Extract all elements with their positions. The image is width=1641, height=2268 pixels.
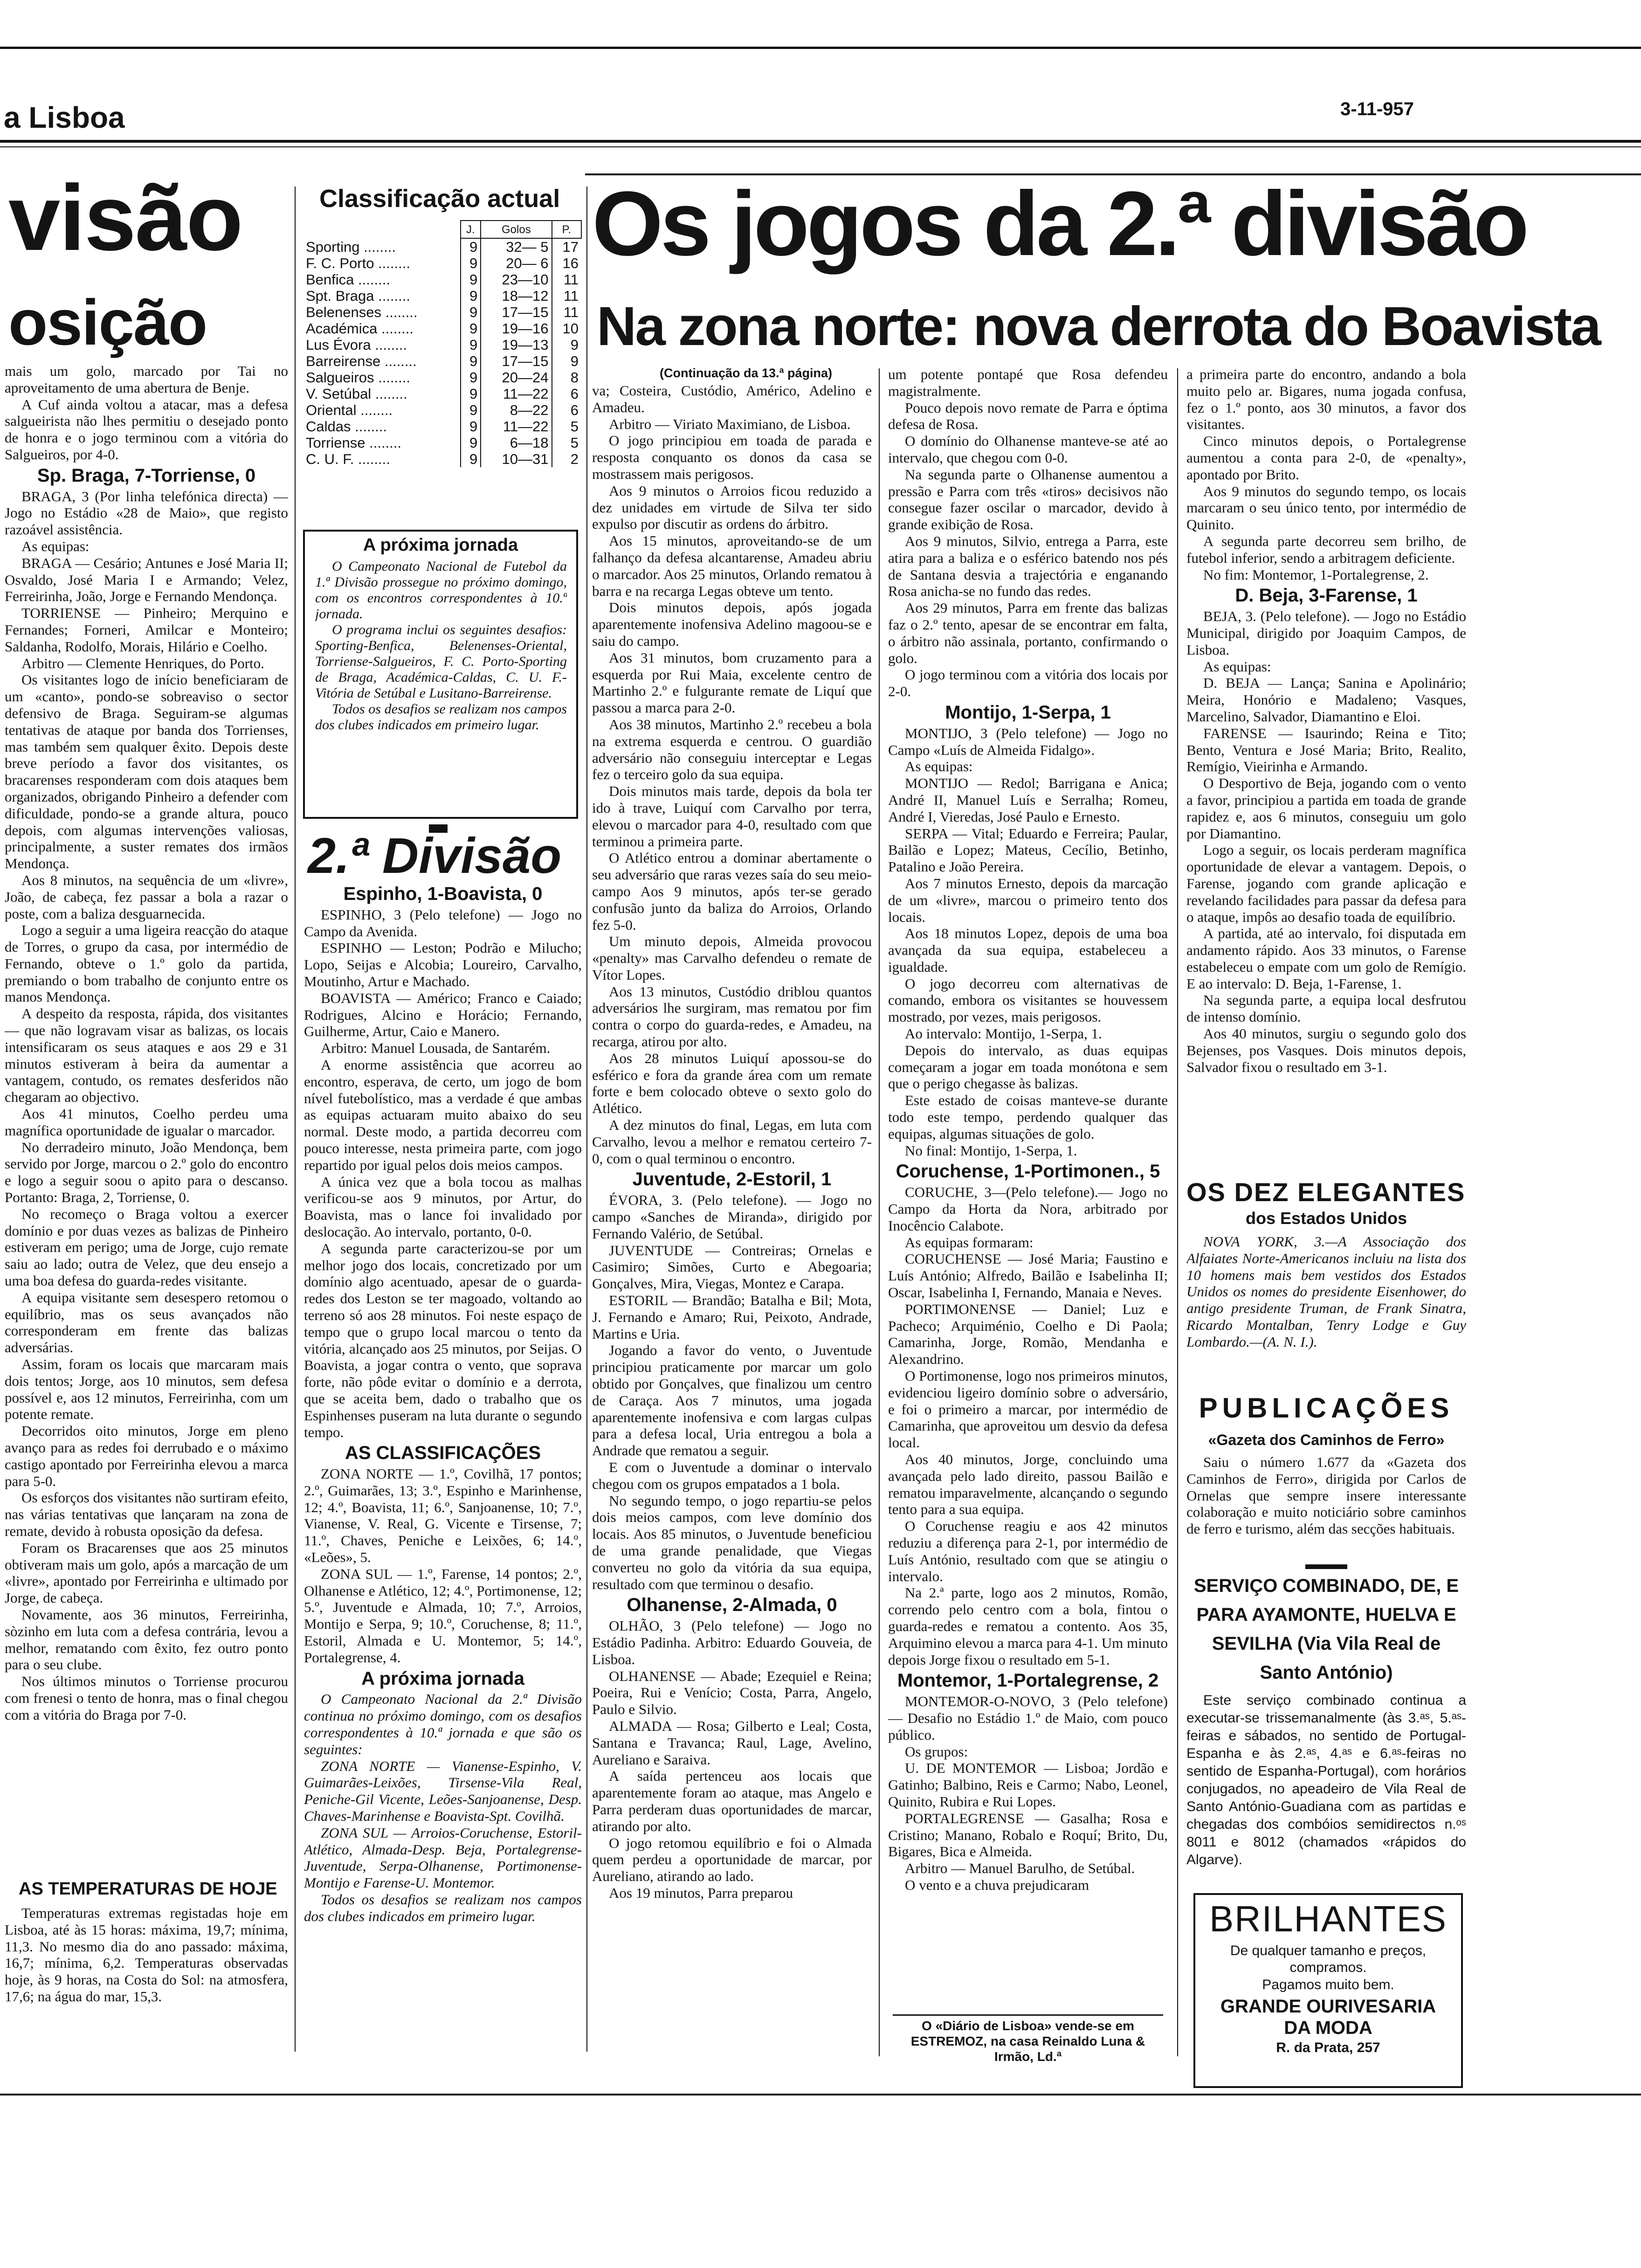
col-header-golos: Golos (481, 221, 552, 238)
match-montijo-para: Depois do intervalo, as duas equipas começaram a jogar em toada monótona e sem que o perigo chegasse às balizas. (888, 1042, 1168, 1092)
match-olhanense-para: ALMADA — Rosa; Gilberto e Leal; Costa, Santana e Travanca; Raul, Lage, Avelino, Aureliano e Saraiva. (592, 1717, 872, 1768)
cell-team: Salgueiros ........ (306, 369, 410, 386)
proxima-para: Todos os desafios se realizam nos campos dos clubes indicados em primeiro lugar. (315, 701, 567, 733)
match-braga-para: Arbitro — Clemente Henriques, do Porto. (21, 655, 264, 671)
match-coruchense-para: Na 2.ª parte, logo aos 2 minutos, Romão, correndo pelo centro com a bola, fintou o guarda-redes e rematou a contento. Aos 35, Arquimino elevou a marca para 4-1. Um minuto depois Jorge fixou o resultado em 5-1. (888, 1584, 1168, 1668)
cell-p: 6 (552, 402, 581, 418)
match-braga-para: Novamente, aos 36 minutos, Ferreirinha, sòzinho em luta com a defesa contrária, levou a melhor, rematando com êxito, fez outro ponto para o seu clube. (5, 1606, 288, 1673)
match-beja-para: D. BEJA — Lança; Sanina e Apolinário; Meira, Honório e Madaleno; Vasques, Marcelino, Salvador, Diamantino e Eloi. (1186, 675, 1466, 725)
cell-p: 6 (552, 386, 581, 402)
cell-j: 9 (461, 435, 481, 451)
main-col1-para: Arbitro — Viriato Maximiano, de Lisboa. (609, 415, 851, 432)
column-rule (295, 187, 296, 2052)
gazeta-title: «Gazeta dos Caminhos de Ferro» (1208, 1431, 1445, 1448)
match-braga-para: Os esforços dos visitantes não surtiram efeito, nas várias tentativas que lançaram na zona de remate, devido à robusta oposição da defesa. (5, 1489, 288, 1539)
column-rule (586, 187, 587, 2052)
servico-title: SERVIÇO COMBINADO, DE, E PARA AYAMONTE, HUELVA E SEVILHA (Via Vila Real de Santo António) (1193, 1576, 1459, 1683)
match-espinho-title: Espinho, 1-Boavista, 0 (343, 886, 543, 904)
proxima-2-para: ZONA SUL — Arroios-Coruchense, Estoril-Atlético, Almada-Desp. Beja, Portalegrense-Juventude, Serpa-Olhanense, Portimonense-Montijo e Farense-U. Montemor. (304, 1824, 582, 1891)
match-braga-para: Aos 41 minutos, Coelho perdeu uma magnífica oportunidade de igualar o marcador. (5, 1106, 288, 1139)
page-date: 3-11-957 (1340, 99, 1414, 119)
right-intro-para: Aos 9 minutos do segundo tempo, os locais marcaram o seu único tento, por intermédio de Quinito. (1186, 483, 1466, 533)
proxima-para: O programa inclui os seguintes desafios: Sporting-Benfica, Belenenses-Oriental, Torriense-Salgueiros, F. C. Porto-Sporting de Braga, Académica-Caldas, C. U. F.-Vitória de Setúbal e Lusitano-Barreirense. (315, 622, 567, 701)
cell-p: 2 (552, 451, 581, 467)
servico-block (1186, 1692, 1466, 1888)
right-column (1186, 366, 1466, 1173)
bottom-rule (0, 2094, 1641, 2095)
match-espinho-para: ESPINHO, 3 (Pelo telefone) — Jogo no Campo da Avenida. (304, 906, 582, 940)
match-braga-para: Logo a seguir a uma ligeira reacção do ataque de Torres, o grupo da casa, por intermédio de Fernando, obteve o 1.º golo da partida, premiando o bom trabalho de conjunto entre os manos Mendonça. (5, 922, 288, 1005)
main-subheadline: Na zona norte: nova derrota do Boavista (597, 296, 1600, 357)
main-col2-para: Aos 29 minutos, Parra em frente das balizas faz o 2.º tento, apesar de se encontrar em falta, o árbitro não assinala, portanto, confirmando o golo. (888, 600, 1168, 666)
cell-team: F. C. Porto ........ (306, 255, 410, 271)
main-col1-para: Aos 9 minutos o Arroios ficou reduzido a dez unidades em virtude de Silva ter sido expulso por discutir as ordens do árbitro. (592, 482, 872, 532)
brilhantes-line2: Pagamos muito bem. (1262, 1977, 1394, 1992)
right-intro-para: No fim: Montemor, 1-Portalegrense, 2. (1203, 566, 1429, 583)
table-row (303, 255, 581, 271)
match-braga-para: BRAGA — Cesário; Antunes e José Maria II; Osvaldo, José Maria I e Armando; Velez, Ferreirinha, João, Jorge e Fernando Mendonça. (5, 554, 288, 605)
cell-team: Barreirense ........ (306, 353, 417, 369)
match-braga-para: Foram os Bracarenses que aos 25 minutos obtiveram mais um golo, após a marcação de um «livre», apontado por Ferreirinha e ultimado por Jorge, de cabeça. (5, 1539, 288, 1606)
top-rule (0, 47, 1641, 49)
col-header-p: P. (552, 221, 581, 238)
cell-team: V. Setúbal ........ (306, 386, 407, 402)
left-intro-2: A Cuf ainda voltou a atacar, mas a defesa salgueirista não lhes permitiu o desejado ponto de honra e o jogo terminou com a vitória do Salgueiros, por 4-0. (5, 396, 288, 463)
masthead: a Lisboa (4, 101, 125, 134)
match-montijo-para: No final: Montijo, 1-Serpa, 1. (905, 1142, 1077, 1159)
header-rule-thin (0, 146, 1641, 147)
match-montijo-para: O jogo decorreu com alternativas de comando, embora os visitantes se houvessem mostrado, por vezes, mais perigosos. (888, 975, 1168, 1025)
match-montijo-para: Ao intervalo: Montijo, 1-Serpa, 1. (905, 1025, 1102, 1042)
cell-p: 11 (552, 288, 581, 304)
main-col2-para: O domínio do Olhanense manteve-se até ao intervalo, que chegou com 0-0. (888, 433, 1168, 466)
match-montijo-para: Aos 18 minutos Lopez, depois de uma boa avançada da sua equipa, estabeleceu a igualdade. (888, 925, 1168, 975)
match-coruchense-para: PORTIMONENSE — Daniel; Luz e Pacheco; Arquiménio, Coelho e Di Paola; Camarinha, Jorge, Romão, Mendanha e Alexandrino. (888, 1300, 1168, 1368)
match-espinho-para: A única vez que a bola tocou as malhas verificou-se aos 9 minutos, por Artur, do Boavista, mas o lance foi invalidado por deslocação. Ao intervalo, portanto, 0-0. (304, 1173, 582, 1240)
main-col1-para: Aos 28 minutos Luiquí apossou-se do esférico e fora da grande área com um remate forte e bem colocado obteve o sexto golo do Atlético. (592, 1050, 872, 1117)
main-col2-para: Na segunda parte o Olhanense aumentou a pressão e Parra com três «tiros» decisivos não consegue fazer oscilar o marcador, devido à grande exibição de Rosa. (888, 466, 1168, 533)
main-col2-para: O jogo terminou com a vitória dos locais por 2-0. (888, 666, 1168, 700)
match-espinho-para: Arbitro: Manuel Lousada, de Santarém. (321, 1040, 551, 1057)
cell-p: 5 (552, 418, 581, 435)
left-title-2: osição (8, 287, 207, 359)
table-row (303, 435, 581, 451)
match-montemor-para: Os grupos: (905, 1743, 968, 1760)
match-montijo-para: MONTIJO, 3 (Pelo telefone) — Jogo no Campo «Luís de Almeida Fidalgo». (888, 725, 1168, 758)
cell-j: 9 (461, 369, 481, 386)
cell-golos: 20—24 (481, 369, 552, 386)
brilhantes-line4: R. da Prata, 257 (1276, 2040, 1380, 2055)
left-title-1: visão (8, 166, 242, 270)
table-row (303, 337, 581, 353)
cell-golos: 32— 5 (481, 238, 552, 255)
match-braga-para: No derradeiro minuto, João Mendonça, bem servido por Jorge, marcou o 2.º golo do encontro e logo a seguir soou o apito para o descanso. Portanto: Braga, 2, Torriense, 0. (5, 1139, 288, 1206)
match-montemor-para: PORTALEGRENSE — Gasalha; Rosa e Cristino; Manano, Robalo e Roquí; Brito, Du, Bigares, Bica e Almeida. (888, 1810, 1168, 1860)
cell-golos: 18—12 (481, 288, 552, 304)
match-espinho-para: BOAVISTA — Américo; Franco e Caiado; Rodrigues, Alcino e Horácio; Fernando, Guilherme, Artur, Caio e Manero. (304, 989, 582, 1040)
match-coruchense-title: Coruchense, 1-Portimonen., 5 (896, 1161, 1160, 1182)
match-juventude-para: Jogando a favor do vento, o Juventude principiou praticamente por marcar um golo obtido por Gonçalves, que finalizou um centro de Caraça. Aos 7 minutos, uma jogada aparentemente inofensiva e com largas culpas para a defesa local, Uria entregou a bola a Andrade que rematou a seguir. (592, 1342, 872, 1459)
cell-golos: 23—10 (481, 271, 552, 288)
temperatures-text: Temperaturas extremas registadas hoje em Lisboa, até às 15 horas: máxima, 19,7; mínima, 11,3. No mesmo dia do ano passado: máxima, 16,7; mínima, 6,2. Temperaturas observadas hoje, às 9 horas, na Costa do Sol: na atmosfera, 17,6; na água do mar, 15,3. (5, 1905, 288, 2005)
estremoz-ad: O «Diário de Lisboa» vende-se em ESTREMOZ, na casa Reinaldo Luna & Irmão, Ld.ª (910, 2019, 1145, 2064)
right-intro-para: Cinco minutos depois, o Portalegrense aumentou a conta para 2-0, de «penalty», apontado por Brito. (1186, 433, 1466, 483)
temperatures-title: AS TEMPERATURAS DE HOJE (19, 1879, 277, 1899)
table-row (303, 451, 581, 467)
cell-j: 9 (461, 255, 481, 271)
cell-p: 8 (552, 369, 581, 386)
match-braga-para: Os visitantes logo de início beneficiaram de um «canto», pondo-se sobreaviso o sector defensivo de Braga. Seguiram-se algumas tentativas de ataque por banda dos Torrienses, mas também sem qualquer êxito. Depois deste breve período a favor dos visitantes, os bracarenses responderam com dois ataques bem organizados, obrigando Pinheiro a defender com dificuldade, pondo-se a grande altura, pouco depois, com algumas intervenções valiosas, principalmente, a suster remates dos irmãos Mendonça. (5, 671, 288, 872)
match-montemor-title: Montemor, 1-Portalegrense, 2 (897, 1670, 1159, 1691)
cell-team: Oriental ........ (306, 402, 393, 418)
match-montijo-title: Montijo, 1-Serpa, 1 (945, 702, 1111, 723)
main-col1-para: va; Costeira, Custódio, Américo, Adelino e Amadeu. (592, 382, 872, 415)
cell-p: 11 (552, 271, 581, 288)
cell-j: 9 (461, 271, 481, 288)
match-montemor-para: U. DE MONTEMOR — Lisboa; Jordão e Gatinho; Balbino, Reis e Carmo; Nabo, Leonel, Quinito, Rubira e Rui Lopes. (888, 1760, 1168, 1810)
main-col2-para: Pouco depois novo remate de Parra e óptima defesa de Rosa. (888, 399, 1168, 433)
proxima-jornada-text (315, 559, 567, 810)
table-corner (303, 221, 461, 238)
classificacoes-title: AS CLASSIFICAÇÕES (345, 1443, 541, 1464)
gazeta-text: Saiu o número 1.677 da «Gazeta dos Caminhos de Ferro», dirigida por Carlos de Ornelas que sempre insere interessante colaboração e muito noticiário sobre caminhos de ferro e turismo, além das secções habituais. (1186, 1454, 1466, 1537)
cell-golos: 20— 6 (481, 255, 552, 271)
proxima-2-para: Todos os desafios se realizam nos campos dos clubes indicados em primeiro lugar. (304, 1891, 582, 1924)
match-coruchense-para: CORUCHENSE — José Maria; Faustino e Luís António; Alfredo, Bailão e Isabelinha II; Oscar, Isabelinha I, Fernando, Manaia e Neves. (888, 1251, 1168, 1301)
cell-golos: 19—13 (481, 337, 552, 353)
proxima-jornada-title: A próxima jornada (363, 535, 518, 555)
match-montijo-para: Este estado de coisas manteve-se durante todo este tempo, perdendo qualquer das equipas, algumas situações de golo. (888, 1092, 1168, 1142)
classificacoes-para: ZONA NORTE — 1.º, Covilhã, 17 pontos; 2.º, Guimarães, 13; 3.º, Espinho e Marinhense, 12; 4.º, Boavista, 11; 6.º, Sanjoanense, 10; 7.º, Vianense, V. Real, G. Vicente e Tirsense, 7; 11.º, Chaves, Peniche e Leixões, 6; 14.º, «Leões», 5. (304, 1466, 582, 1566)
cell-j: 9 (461, 337, 481, 353)
match-juventude-para: ESTORIL — Brandão; Batalha e Bil; Mota, J. Fernando e Amaro; Rui, Peixoto, Andrade, Martins e Uria. (592, 1292, 872, 1342)
cell-j: 9 (461, 288, 481, 304)
right-intro-para: A segunda parte decorreu sem brilho, de futebol inferior, sendo a arbitragem deficiente. (1186, 532, 1466, 566)
cell-team: Benfica ........ (306, 271, 390, 288)
match-olhanense-para: Aos 19 minutos, Parra preparou (609, 1884, 793, 1901)
match-olhanense-para: OLHÃO, 3 (Pelo telefone) — Jogo no Estádio Padinha. Arbitro: Eduardo Gouveia, de Lisboa. (592, 1618, 872, 1667)
publicacoes-title: PUBLICAÇÕES (1199, 1392, 1454, 1424)
match-braga-title: Sp. Braga, 7-Torriense, 0 (37, 465, 256, 486)
brilhantes-title: BRILHANTES (1209, 1898, 1447, 1939)
cell-j: 9 (461, 402, 481, 418)
right-intro-para: a primeira parte do encontro, andando a bola muito pelo ar. Bigares, numa jogada confusa, fez o 1.º ponto, aos 30 minutos, a favor dos visitantes. (1186, 366, 1466, 433)
table-row (303, 238, 581, 255)
cell-golos: 6—18 (481, 435, 552, 451)
match-braga-para: Aos 8 minutos, na sequência de um «livre», João, de cabeça, fez passar a bola a razar o poste, com a baliza desguarnecida. (5, 871, 288, 922)
cell-golos: 17—15 (481, 353, 552, 369)
cell-p: 5 (552, 435, 581, 451)
cell-golos: 8—22 (481, 402, 552, 418)
main-col1-para: O Atlético entrou a dominar abertamente o seu adversário que raras vezes saía do seu meio-campo Aos 9 minutos, após ter-se gerado confusão junto da baliza do Arroios, Orlando fez 5-0. (592, 850, 872, 933)
match-montijo-para: Aos 7 minutos Ernesto, depois da marcação de um «livre», marcou o primeiro tento dos locais. (888, 875, 1168, 925)
table-row (303, 271, 581, 288)
classification-table (303, 220, 582, 467)
elegantes-block (1186, 1233, 1466, 1387)
proxima-jornada-2-title: A próxima jornada (361, 1668, 524, 1689)
table-row (303, 402, 581, 418)
cell-team: Torriense ........ (306, 435, 402, 451)
match-montemor-para: Arbitro — Manuel Barulho, de Setúbal. (905, 1860, 1135, 1877)
servico-text: Este serviço combinado continua a executar-se trissemanalmente (às 3.ᵃˢ, 5.ᵃˢ-feiras e sábados, no sentido de Portugal-Espanha e às 2.ᵃˢ, 4.ᵃˢ e 6.ᵃˢ-feiras no sentido de Espanha-Portugal), com horários conjugados, no apeadeiro de Vila Real de Santo António-Guadiana com as partidas e chegadas dos combóios semidirectos n.ᵒˢ 8011 e 8012 (chamados «rápidos do Algarve). (1186, 1693, 1466, 1867)
match-juventude-para: No segundo tempo, o jogo repartiu-se pelos dois meios campos, com leve domínio dos locais. Aos 85 minutos, o Juventude beneficiou de uma grande penalidade, que Viegas converteu no golo da vitória da sua equipa, resultado com que terminou o desafio. (592, 1492, 872, 1592)
col-header-j: J. (461, 221, 481, 238)
match-espinho-para: ESPINHO — Leston; Podrão e Milucho; Lopo, Seijas e Alcobia; Loureiro, Carvalho, Moutinho, Artur e Machado. (304, 940, 582, 989)
proxima-para: O Campeonato Nacional de Futebol da 1.ª Divisão prossegue no próximo domingo, com os encontros correspondentes à 10.ª jornada. (315, 559, 567, 622)
match-braga-para: As equipas: (21, 538, 90, 554)
match-juventude-para: E com o Juventude a dominar o intervalo chegou com os grupos empatados a 1 bola. (592, 1459, 872, 1492)
table-row (303, 320, 581, 337)
cell-team: Belenenses ........ (306, 304, 418, 320)
divisao2-column (304, 886, 582, 2033)
left-column (5, 363, 288, 1874)
match-coruchense-para: O Portimonense, logo nos primeiros minutos, evidenciou ligeiro domínio sobre o adversário, e foi o primeiro a marcar, por intermédio de Camarinha, que aproveitou um desvio da defesa local. (888, 1368, 1168, 1451)
match-braga-para: Decorridos oito minutos, Jorge em pleno avanço para as redes foi derrubado e o máximo castigo apontado por Ferreirinha elevou a marca para 5-0. (5, 1423, 288, 1489)
main-col1-para: Um minuto depois, Almeida provocou «penalty» mas Carvalho defendeu o remate de Vítor Lopes. (592, 933, 872, 983)
table-row (303, 386, 581, 402)
main-col1-para: A dez minutos do final, Legas, em luta com Carvalho, levou a melhor e rematou certeiro 7-0, com o qual terminou o encontro. (592, 1117, 872, 1167)
main-headline: Os jogos da 2.ª divisão (592, 173, 1527, 275)
main-col1-para: Dois minutos depois, após jogada aparentemente inofensiva Adelino magoou-se e saiu do campo. (592, 599, 872, 649)
cell-golos: 17—15 (481, 304, 552, 320)
cell-team: Spt. Braga ........ (306, 288, 410, 304)
cell-p: 17 (552, 238, 581, 255)
main-col1-para: Dois minutos mais tarde, depois da bola ter ido à trave, Luiquí com Carvalho por terra, elevou o marcador para 4-0, resultado com que terminou a primeira parte. (592, 783, 872, 850)
table-row (303, 304, 581, 320)
elegantes-text: NOVA YORK, 3.—A Associação dos Alfaiates Norte-Americanos incluiu na lista dos 10 homens mais bem vestidos dos Estados Unidos os nomes do presidente Eisenhower, do antigo presidente Truman, de Frank Sinatra, Ricardo Montalban, Tenry Lodge e Guy Lombardo.—(A. N. I.). (1186, 1233, 1466, 1350)
cell-golos: 19—16 (481, 320, 552, 337)
cell-j: 9 (461, 304, 481, 320)
main-col1-para: Aos 31 minutos, bom cruzamento para a esquerda por Rui Maia, excelente centro de Martinho 2.º e fulgurante remate de Liquí que passou a marca para 2-0. (592, 649, 872, 716)
table-row (303, 418, 581, 435)
temperatures-block (5, 1905, 288, 2026)
table-row (303, 288, 581, 304)
match-juventude-para: JUVENTUDE — Contreiras; Ornelas e Casimiro; Simões, Curto e Abegoaria; Gonçalves, Mira, Viegas, Montez e Carapa. (592, 1242, 872, 1292)
cell-j: 9 (461, 238, 481, 255)
main-col1-para: O jogo principiou em toada de parada e resposta conquanto os donos da casa se mostrassem mais perigosos. (592, 432, 872, 482)
cell-p: 9 (552, 337, 581, 353)
main-col1-para: Aos 13 minutos, Custódio driblou quantos adversários lhe surgiram, mas rematou por fim contra o corpo do guarda-redes, e Amadeu, na recarga, atirou por alto. (592, 983, 872, 1050)
match-montijo-para: MONTIJO — Redol; Barrigana e Anica; André II, Manuel Luís e Serralha; Romeu, André I, Vieredas, José Paulo e Ernesto. (888, 775, 1168, 825)
cell-p: 10 (552, 320, 581, 337)
match-montemor-para: O vento e a chuva prejudicaram (905, 1876, 1089, 1893)
proxima-2-para: ZONA NORTE — Vianense-Espinho, V. Guimarães-Leixões, Tirsense-Vila Real, Peniche-Gil Vicente, Leões-Sanjoanense, Desp. Chaves-Marinhense e Boavista-Spt. Covilhã. (304, 1757, 582, 1825)
table-row (303, 369, 581, 386)
servico-rule (1305, 1564, 1347, 1569)
match-coruchense-para: CORUCHE, 3—(Pelo telefone).— Jogo no Campo da Horta da Nora, arbitrado por Inocêncio Calabote. (888, 1184, 1168, 1234)
match-coruchense-para: Aos 40 minutos, Jorge, concluindo uma avançada pelo lado direito, passou Bailão e rematou imparavelmente, alcançando o segundo tento para a sua equipa. (888, 1451, 1168, 1518)
cell-j: 9 (461, 320, 481, 337)
main-col2-para: um potente pontapé que Rosa defendeu magistralmente. (888, 366, 1168, 399)
match-beja-para: BEJA, 3. (Pelo telefone). — Jogo no Estádio Municipal, dirigido por Joaquim Campos, de Lisboa. (1186, 608, 1466, 658)
cell-j: 9 (461, 451, 481, 467)
cell-j: 9 (461, 386, 481, 402)
match-olhanense-para: OLHANENSE — Abade; Ezequiel e Reina; Poeira, Rui e Venício; Costa, Parra, Angelo, Paulo e Silvio. (592, 1667, 872, 1718)
match-braga-para: A despeito da resposta, rápida, dos visitantes — que não logravam visar as balizas, os locais intensificaram os seus ataques e aos 29 e 31 minutos estiveram à beira da aumentar a vantagem, contudo, os remates desferidos não chegaram ao objectivo. (5, 1005, 288, 1106)
match-montemor-para: MONTEMOR-O-NOVO, 3 (Pelo telefone) — Desafio no Estádio 1.º de Maio, com pouco público. (888, 1693, 1168, 1743)
left-intro-1: mais um golo, marcado por Tai no aproveitamento de uma abertura de Benje. (5, 363, 288, 396)
main-column-1 (592, 382, 872, 2042)
match-olhanense-para: O jogo retomou equilíbrio e foi o Almada quem perdeu a oportunidade de marcar, por Aureliano, atirando ao lado. (592, 1834, 872, 1885)
cell-p: 16 (552, 255, 581, 271)
proxima-jornada-box (303, 530, 578, 819)
cell-j: 9 (461, 418, 481, 435)
cell-p: 9 (552, 353, 581, 369)
header-rule (0, 140, 1641, 143)
cell-golos: 11—22 (481, 418, 552, 435)
main-col2-para: Aos 9 minutos, Silvio, entrega a Parra, este atira para a baliza e o esférico batendo nos pés de Santana desvia a trajectória e enganando Rosa anicha-se no fundo das redes. (888, 532, 1168, 600)
match-coruchense-para: O Coruchense reagiu e aos 42 minutos reduziu a diferença para 2-1, por intermédio de Luís António, resultado com que se atingiu o intervalo. (888, 1518, 1168, 1584)
proxima-2-para: O Campeonato Nacional da 2.ª Divisão continua no próximo domingo, com os desafios correspondentes à 10.ª jornada e que são os seguintes: (304, 1691, 582, 1757)
table-row (303, 353, 581, 369)
match-beja-para: A partida, até ao intervalo, foi disputada em andamento rápido. Aos 33 minutos, o Farense estabeleceu o empate com um golo de Remígio. E ao intervalo: D. Beja, 1-Farense, 1. (1186, 925, 1466, 992)
match-olhanense-title: Olhanense, 2-Almada, 0 (627, 1595, 837, 1616)
match-beja-para: Aos 40 minutos, surgiu o segundo golo dos Bejenses, pos Vasques. Dois minutos depois, Salvador fixou o resultado em 3-1. (1186, 1025, 1466, 1075)
gazeta-block (1186, 1454, 1466, 1561)
brilhantes-ad (1193, 1893, 1463, 2088)
cell-team: Caldas ........ (306, 418, 387, 435)
col2-ad-rule (893, 2014, 1163, 2016)
cell-j: 9 (461, 353, 481, 369)
match-coruchense-para: As equipas formaram: (905, 1234, 1034, 1251)
cell-golos: 10—31 (481, 451, 552, 467)
classificacoes-para: ZONA SUL — 1.º, Farense, 14 pontos; 2.º, Olhanense e Atlético, 12; 4.º, Portimonense, 12; 5.º, Juventude e Almada, 10; 7.º, Arroios, Montijo e Serpa, 9; 10.º, Coruchense, 8; 11.º, Estoril, Almada e U. Montemor, 5; 14.º, Portalegrense, 4. (304, 1565, 582, 1666)
column-rule (1177, 368, 1178, 2056)
brilhantes-line3: GRANDE OURIVESARIA DA MODA (1220, 1996, 1436, 2038)
match-beja-para: Na segunda parte, a equipa local desfrutou de intenso domínio. (1186, 992, 1466, 1025)
match-juventude-title: Juventude, 2-Estoril, 1 (632, 1169, 832, 1190)
match-beja-para: Logo a seguir, os locais perderam magnífica oportunidade de elevar a vantagem. Depois, o Farense, jogando com grande aplicação e revelando facilidades para passar da defesa para o ataque, impôs ao desafio toada de equilíbrio. (1186, 842, 1466, 925)
match-braga-para: No recomeço o Braga voltou a exercer domínio e por duas vezes as balizas de Pinheiro estiveram em perigo; uma de Jorge, cujo remate saiu ao lado; outra de Velez, que deu ensejo a uma boa defesa do guarda-redes visitante. (5, 1205, 288, 1289)
cell-golos: 11—22 (481, 386, 552, 402)
main-col1-para: Aos 15 minutos, aproveitando-se de um falhanço da defesa alcantarense, Amadeu abriu o marcador. Aos 25 minutos, Orlando rematou à barra e na recarga Legas obteve um tento. (592, 532, 872, 599)
main-column-2 (888, 366, 1168, 2012)
match-olhanense-para: A saída pertenceu aos locais que aparentemente foram ao ataque, mas Angelo e Parra perderam duas oportunidades de marcar, atirando por alto. (592, 1768, 872, 1834)
cell-team: Académica ........ (306, 320, 414, 337)
match-montijo-para: SERPA — Vital; Eduardo e Ferreira; Paular, Bailão e Lopez; Mateus, Cecílio, Betinho, Patalino e João Pereira. (888, 825, 1168, 875)
match-braga-para: A equipa visitante sem desespero retomou o equilíbrio, mas os seus avançados não corresponderam em frente das balizas adversárias. (5, 1289, 288, 1356)
match-montijo-para: As equipas: (905, 758, 973, 775)
elegantes-title: OS DEZ ELEGANTES (1186, 1177, 1466, 1207)
match-beja-para: O Desportivo de Beja, jogando com o vento a favor, principiou a partida em toada de grande rapidez e, aos 6 minutos, conseguiu um golo por Diamantino. (1186, 775, 1466, 842)
cell-team: C. U. F. ........ (306, 451, 390, 467)
match-espinho-para: A segunda parte caracterizou-se por um melhor jogo dos locais, concretizado por um domínio algo acentuado, apesar de o guarda-redes dos Leston se ter magoado, voltando ao terreno só aos 28 minutos. Foi neste espaço de tempo que o grupo local marcou o tento da vitória, alcançado aos 25 minutos, por Seijas. O Boavista, a jogar contra o vento, que soprava forte, não pôde evitar o domínio e a derrota, que se aceita bem, dado o trabalho que os Espinhenses puseram na luta durante o segundo tempo. (304, 1240, 582, 1440)
match-braga-para: Assim, foram os locais que marcaram mais dois tentos; Jorge, aos 10 minutos, sem defesa possível e, aos 12 minutos, Ferreirinha, com um potente remate. (5, 1356, 288, 1423)
match-juventude-para: ÉVORA, 3. (Pelo telefone). — Jogo no campo «Sanches de Miranda», dirigido por Fernando Valério, de Setúbal. (592, 1192, 872, 1242)
match-braga-para: TORRIENSE — Pinheiro; Merquino e Fernandes; Forneri, Amilcar e Monteiro; Saldanha, Rodolfo, Morais, Hilário e Coelho. (5, 605, 288, 655)
match-beja-title: D. Beja, 3-Farense, 1 (1235, 585, 1418, 606)
cell-p: 11 (552, 304, 581, 320)
match-espinho-para: A enorme assistência que acorreu ao encontro, esperava, de certo, um jogo de bom nível futebolístico, mas a verdade é que ambas as equipas actuaram muito abaixo do seu normal. Deste modo, a partida decorreu com pouco interesse, nesta primeira parte, com jogo repartido por igual pelos dois meios campos. (304, 1056, 582, 1173)
brilhantes-line1: De qualquer tamanho e preços, compramos. (1230, 1943, 1427, 1975)
main-col1-para: Aos 38 minutos, Martinho 2.º recebeu a bola na extrema esquerda e centrou. O guardião adversário não conseguiu interceptar e Legas fez o terceiro golo da sua equipa. (592, 716, 872, 783)
match-braga-para: Nos últimos minutos o Torriense procurou com frenesi o tento de honra, mas o final chegou com a vitória do Braga por 7-0. (5, 1673, 288, 1723)
cell-team: Lus Évora ........ (306, 337, 407, 353)
divisao2-title: 2.ª Divisão (308, 827, 562, 884)
match-beja-para: FARENSE — Isaurindo; Reina e Tito; Bento, Ventura e José Maria; Brito, Realito, Remígio, Vieirinha e Armando. (1186, 725, 1466, 775)
cell-team: Sporting ........ (306, 238, 396, 255)
column-rule (879, 368, 880, 2056)
elegantes-subtitle: dos Estados Unidos (1245, 1209, 1407, 1228)
match-braga-para: BRAGA, 3 (Por linha telefónica directa) — Jogo no Estádio «28 de Maio», que registo razoável assistência. (5, 488, 288, 538)
match-beja-para: As equipas: (1203, 658, 1271, 675)
classificacao-title: Classificação actual (319, 185, 560, 213)
continuation-note: (Continuação da 13.ª página) (659, 366, 833, 380)
